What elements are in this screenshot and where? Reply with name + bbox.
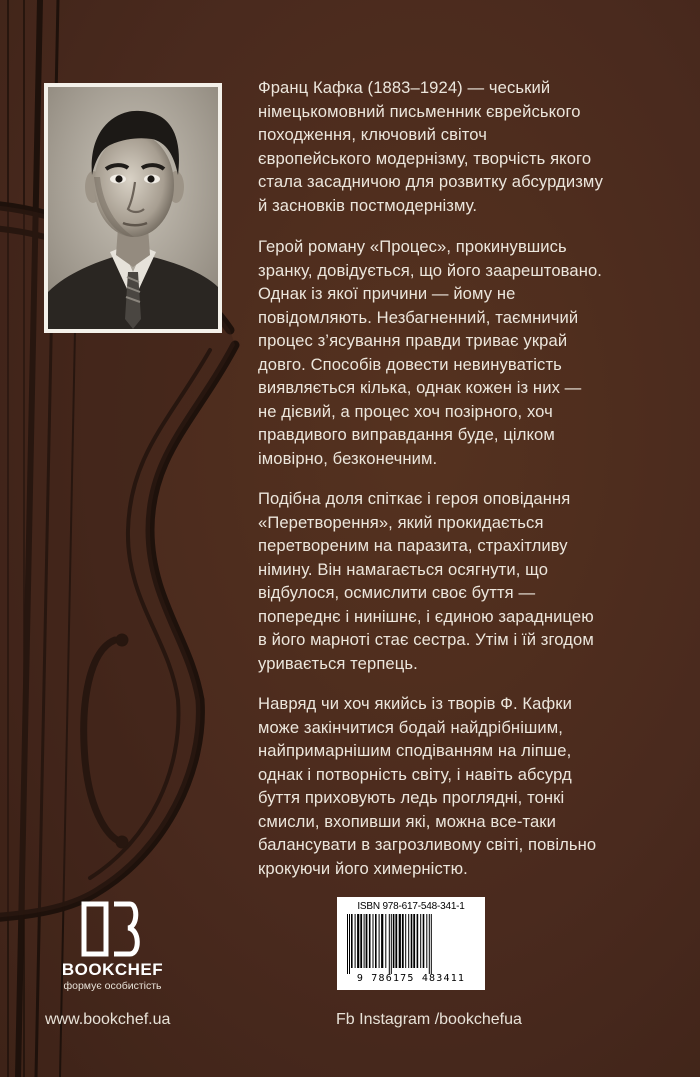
barcode-bar: [429, 914, 430, 974]
barcode-bar: [393, 914, 395, 968]
barcode-bar: [360, 914, 362, 968]
barcode-bar: [364, 914, 365, 968]
barcode-bar: [351, 914, 353, 968]
barcode-bar: [369, 914, 371, 968]
barcode-bar: [399, 914, 401, 968]
barcode-bar: [391, 914, 392, 974]
isbn-label: ISBN 978-617-548-341-1: [357, 901, 465, 912]
barcode-bar: [389, 914, 390, 974]
barcode-bar: [411, 914, 413, 968]
barcode-bar: [347, 914, 348, 974]
publisher-website: www.bookchef.ua: [45, 1011, 171, 1028]
isbn-barcode: [337, 897, 485, 990]
publisher-tagline: формує особистість: [63, 980, 162, 992]
bookchef-b-logo-icon: [80, 900, 142, 958]
barcode-bar: [373, 914, 374, 968]
barcode-bar: [395, 914, 397, 968]
blurb-paragraph-author-bio: Франц Кафка (1883–1924) — чеський німецькомовний письменник єврейського походження, ключовий світоч європейського модернізму, творчість якого стала засадничою для розвитку абсурдизму й засновків постмодернізму.: [258, 78, 603, 215]
publisher-logo: [45, 900, 185, 1000]
blurb-paragraph-conclusion: Навряд чи хоч якийсь із творів Ф. Кафки може закінчитися бодай найдрібнішим, найпримарнішим сподіванням на ліпше, однак і потворність світу, і навіть абсурд буття приховують ледь проглядні, тонкі смисли, вхопивши які, можна все-таки балансувати в загрозливому світі, повільно крокуючи його химерністю.: [258, 694, 597, 878]
barcode-bar: [413, 914, 415, 968]
barcode-bar: [379, 914, 380, 968]
barcode-bar: [355, 914, 356, 968]
publisher-name: BOOKCHEF: [61, 960, 164, 979]
barcode-bar: [381, 914, 383, 968]
barcode-bar: [408, 914, 409, 968]
barcode-bar: [402, 914, 404, 968]
barcode-bar: [366, 914, 368, 968]
barcode-bar: [375, 914, 377, 968]
barcode-bars: [343, 914, 479, 974]
barcode-bar: [423, 914, 425, 968]
author-portrait-photo: [44, 83, 222, 333]
barcode-bar: [349, 914, 350, 974]
barcode-bar: [357, 914, 359, 968]
barcode-digits: 9 786175 483411: [356, 973, 466, 984]
barcode-bar: [385, 914, 386, 968]
barcode-bar: [426, 914, 427, 968]
barcode-bar: [417, 914, 419, 968]
barcode-bar: [405, 914, 406, 968]
blurb-paragraph-metamorphosis: Подібна доля спіткає і героя оповідання «Перетворення», який прокидається перетвореним на паразита, страхітливу німину. Він намагається осягнути, що відбулося, осмислити своє буття — попереднє і нинішнє, і єдиною зарадницею в його марноті стає сестра. Утім і їй згодом уривається терпець.: [258, 489, 594, 673]
blurb-paragraph-the-trial: Герой роману «Процес», прокинувшись зранку, довідується, що його заарештовано. Однак із якої причини — йому не повідомляють. Незбагненний, таємничий процес з’ясування правди триває украй довго. Способів довести невинуватість виявляється кілька, однак кожен із них — не дієвий, а процес хоч позірного, хоч правдивого виправдання буде, цілком імовірно, безконечним.: [258, 237, 603, 468]
author-portrait-image: [48, 87, 218, 329]
barcode-bar: [420, 914, 421, 968]
barcode-bar: [431, 914, 432, 974]
publisher-social-handles: Fb Instagram /bookchefua: [336, 1011, 522, 1028]
